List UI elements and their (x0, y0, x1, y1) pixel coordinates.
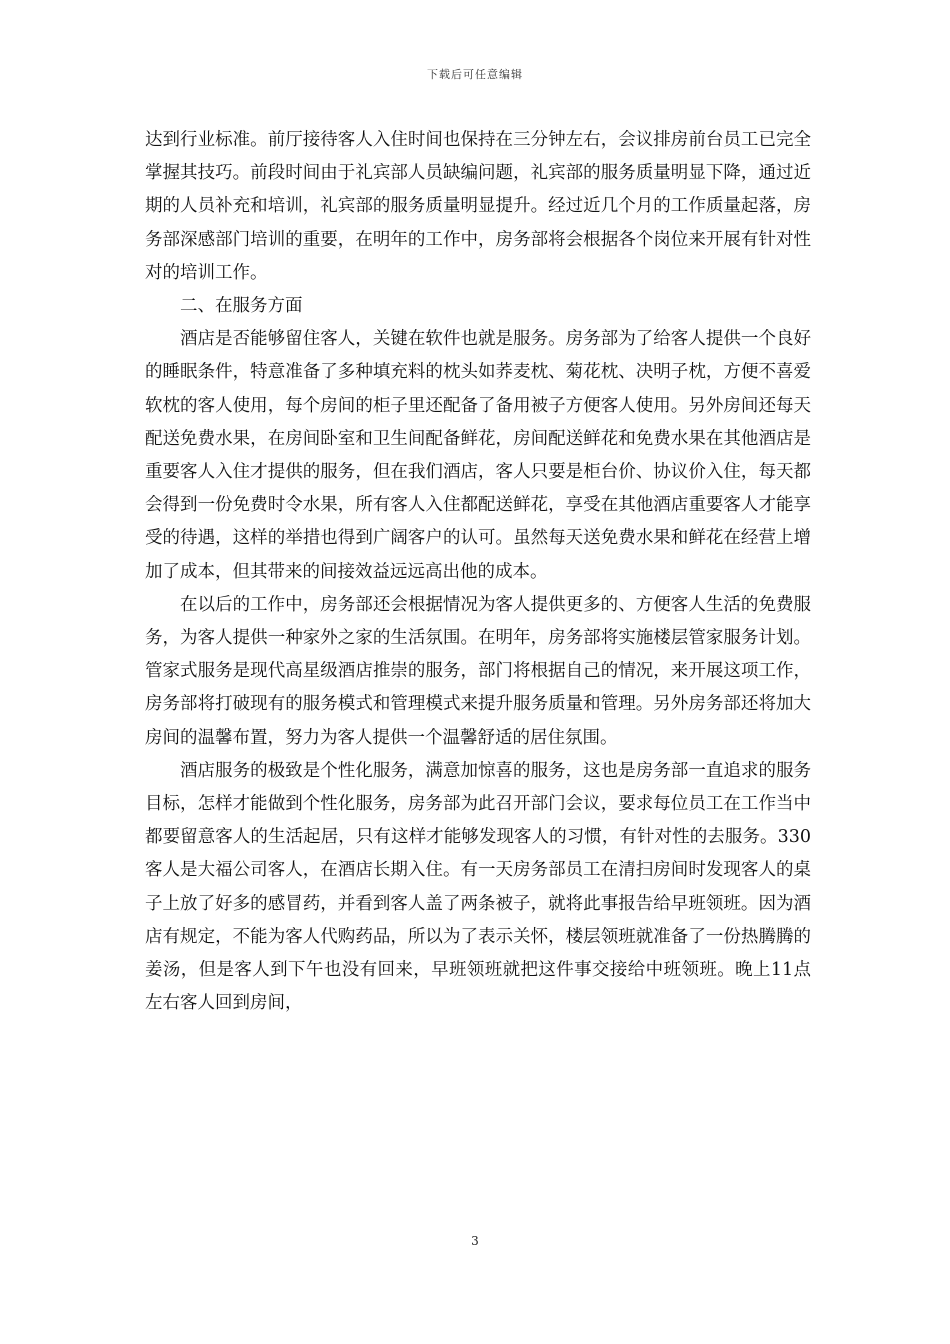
paragraph-continued: 达到行业标准。前厅接待客人入住时间也保持在三分钟左右，会议排房前台员工已完全掌握其技巧。前段时间由于礼宾部人员缺编问题，礼宾部的服务质量明显下降，通过近期的人员补充和培训，礼宾部的服务质量明显提升。经过近几个月的工作质量起落，房务部深感部门培训的重要，在明年的工作中，房务部将会根据各个岗位来开展有针对性对的培训工作。 (145, 130, 811, 283)
page-number: 3 (471, 1234, 479, 1248)
paragraph-service-3: 酒店服务的极致是个性化服务，满意加惊喜的服务，这也是房务部一直追求的服务目标，怎样才能做到个性化服务，房务部为此召开部门会议，要求每位员工在工作当中都要留意客人的生活起居，只有这样才能够发现客人的习惯，有针对性的去服务。330客人是大福公司客人，在酒店长期入住。有一天房务部员工在清扫房间时发现客人的桌子上放了好多的感冒药，并看到客人盖了两条被子，就将此事报告给早班领班。因为酒店有规定，不能为客人代购药品，所以为了表示关怀，楼层领班就准备了一份热腾腾的姜汤，但是客人到下午也没有回来，早班领班就把这件事交接给中班领班。晚上11点左右客人回到房间， (145, 760, 811, 1014)
paragraph-service-1: 酒店是否能够留住客人，关键在软件也就是服务。房务部为了给客人提供一个良好的睡眠条件，特意准备了多种填充料的枕头如荞麦枕、菊花枕、决明子枕，方便不喜爱软枕的客人使用，每个房间的柜子里还配备了备用被子方便客人使用。另外房间还每天配送免费水果，在房间卧室和卫生间配备鲜花，房间配送鲜花和免费水果在其他酒店是重要客人入住才提供的服务，但在我们酒店，客人只要是柜台价、协议价入住，每天都会得到一份免费时令水果，所有客人入住都配送鲜花，享受在其他酒店重要客人才能享受的待遇，这样的举措也得到广阔客户的认可。虽然每天送免费水果和鲜花在经营上增加了成本，但其带来的间接效益远远高出他的成本。 (145, 329, 811, 582)
page-header: 下载后可任意编辑 (427, 68, 523, 81)
paragraph-service-2: 在以后的工作中，房务部还会根据情况为客人提供更多的、方便客人生活的免费服务，为客人提供一种家外之家的生活氛围。在明年，房务部将实施楼层管家服务计划。管家式服务是现代高星级酒店推崇的服务，部门将根据自己的情况，来开展这项工作，房务部将打破现有的服务模式和管理模式来提升服务质量和管理。另外房务部还将加大房间的温馨布置，努力为客人提供一个温馨舒适的居住氛围。 (145, 594, 811, 748)
document-body (145, 124, 811, 1020)
section-heading: 二、在服务方面 (180, 296, 303, 317)
